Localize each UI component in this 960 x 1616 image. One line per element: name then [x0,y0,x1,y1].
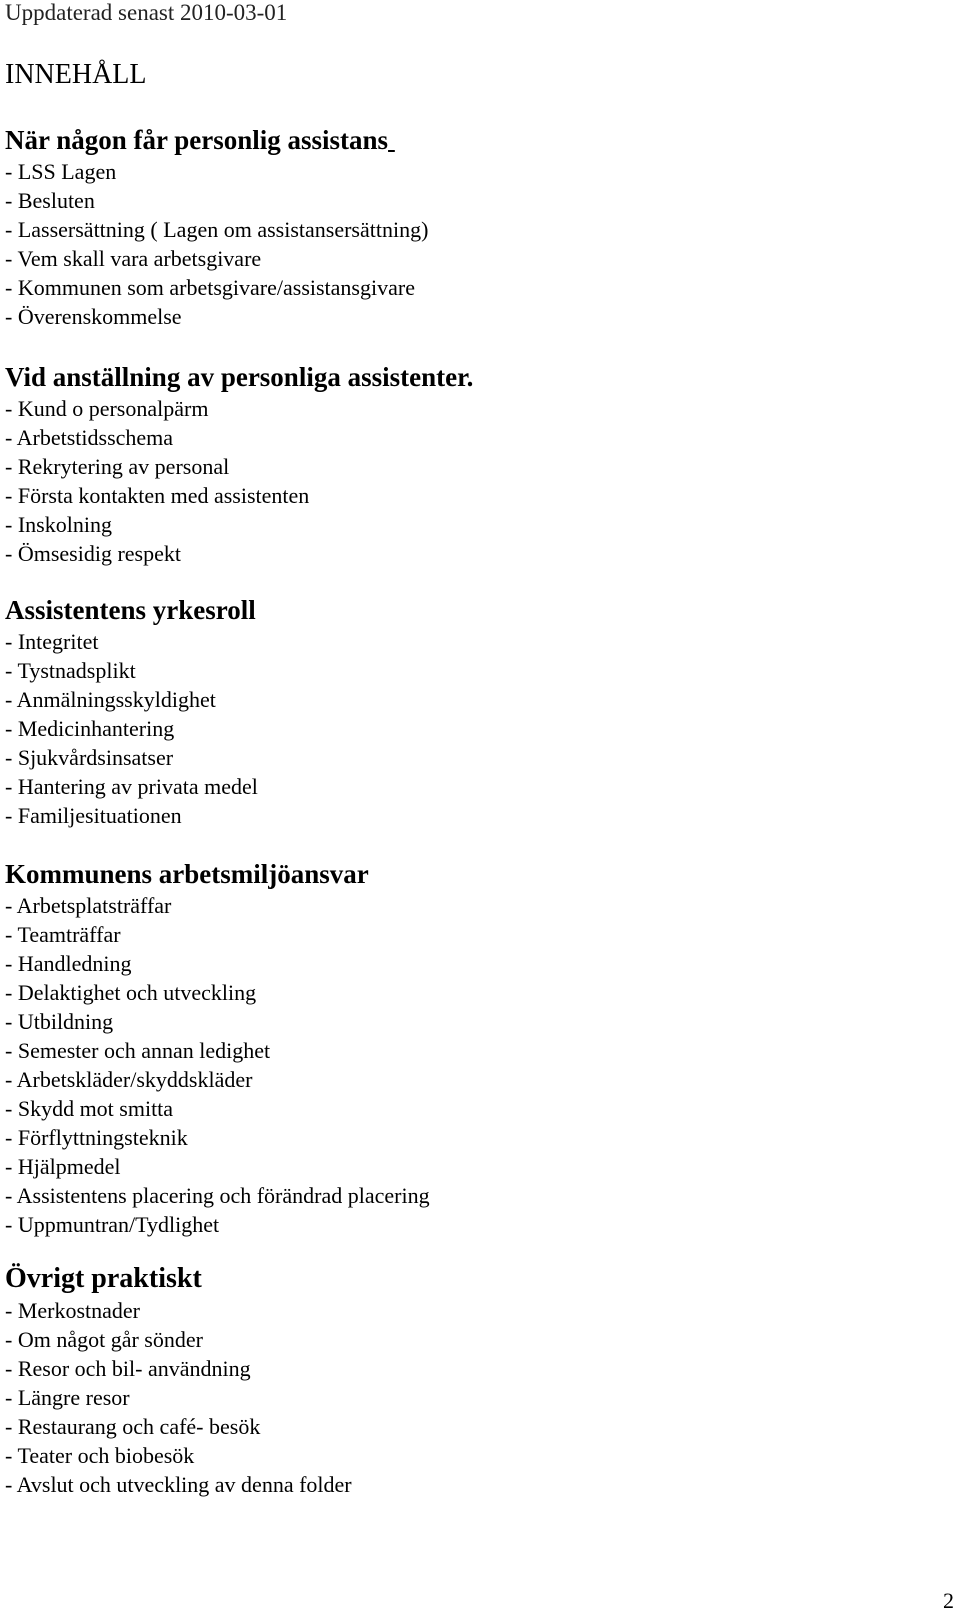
list-item: - Semester och annan ledighet [5,1036,430,1065]
section-heading: Kommunens arbetsmiljöansvar [5,859,369,889]
list-item: - Ömsesidig respekt [5,539,473,568]
section-professional-role [5,593,258,830]
list-item: - Utbildning [5,1007,430,1036]
list-item: - Hjälpmedel [5,1152,430,1181]
topic-list [5,1296,352,1499]
list-item: - Arbetsplatsträffar [5,891,430,920]
list-item: - Vem skall vara arbetsgivare [5,244,428,273]
section-heading-text: När någon får personlig assistans [5,125,389,155]
section-employment [5,360,473,568]
list-item: - Överenskommelse [5,302,428,331]
topic-list [5,627,258,830]
list-item: - Handledning [5,949,430,978]
section-personal-assistance [5,123,428,331]
list-item: - Uppmuntran/Tydlighet [5,1210,430,1239]
topic-list [5,394,473,568]
list-item: - Familjesituationen [5,801,258,830]
list-item: - Resor och bil- användning [5,1354,352,1383]
list-item: - Sjukvårdsinsatser [5,743,258,772]
section-heading: Vid anställning av personliga assistenter. [5,362,474,392]
topic-list [5,157,428,331]
list-item: - Delaktighet och utveckling [5,978,430,1007]
list-item: - Integritet [5,627,258,656]
section-heading: Assistentens yrkesroll [5,595,256,625]
list-item: - Avslut och utveckling av denna folder [5,1470,352,1499]
list-item: - Kund o personalpärm [5,394,473,423]
heading-underline-space [388,125,395,155]
list-item: - Merkostnader [5,1296,352,1325]
list-item: - Tystnadsplikt [5,656,258,685]
section-heading: Övrigt praktiskt [5,1263,202,1294]
page-number: 2 [943,1588,954,1613]
section-other-practical [5,1262,352,1499]
list-item: - Restaurang och café- besök [5,1412,352,1441]
list-item: - Teater och biobesök [5,1441,352,1470]
list-item: - Skydd mot smitta [5,1094,430,1123]
list-item: - Arbetskläder/skyddskläder [5,1065,430,1094]
list-item: - Hantering av privata medel [5,772,258,801]
section-work-environment [5,857,430,1239]
list-item: - Inskolning [5,510,473,539]
list-item: - Anmälningsskyldighet [5,685,258,714]
list-item: - Medicinhantering [5,714,258,743]
list-item: - Besluten [5,186,428,215]
list-item: - Teamträffar [5,920,430,949]
list-item: - Om något går sönder [5,1325,352,1354]
list-item: - Förflyttningsteknik [5,1123,430,1152]
list-item: - Rekrytering av personal [5,452,473,481]
section-heading [5,123,428,157]
last-updated-line: Uppdaterad senast 2010-03-01 [5,0,288,25]
list-item: - Assistentens placering och förändrad placering [5,1181,430,1210]
topic-list [5,891,430,1239]
list-item: - Första kontakten med assistenten [5,481,473,510]
list-item: - LSS Lagen [5,157,428,186]
list-item: - Lassersättning ( Lagen om assistansersättning) [5,215,428,244]
list-item: - Arbetstidsschema [5,423,473,452]
list-item: - Kommunen som arbetsgivare/assistansgivare [5,273,428,302]
list-item: - Längre resor [5,1383,352,1412]
page-title: INNEHÅLL [5,59,147,90]
